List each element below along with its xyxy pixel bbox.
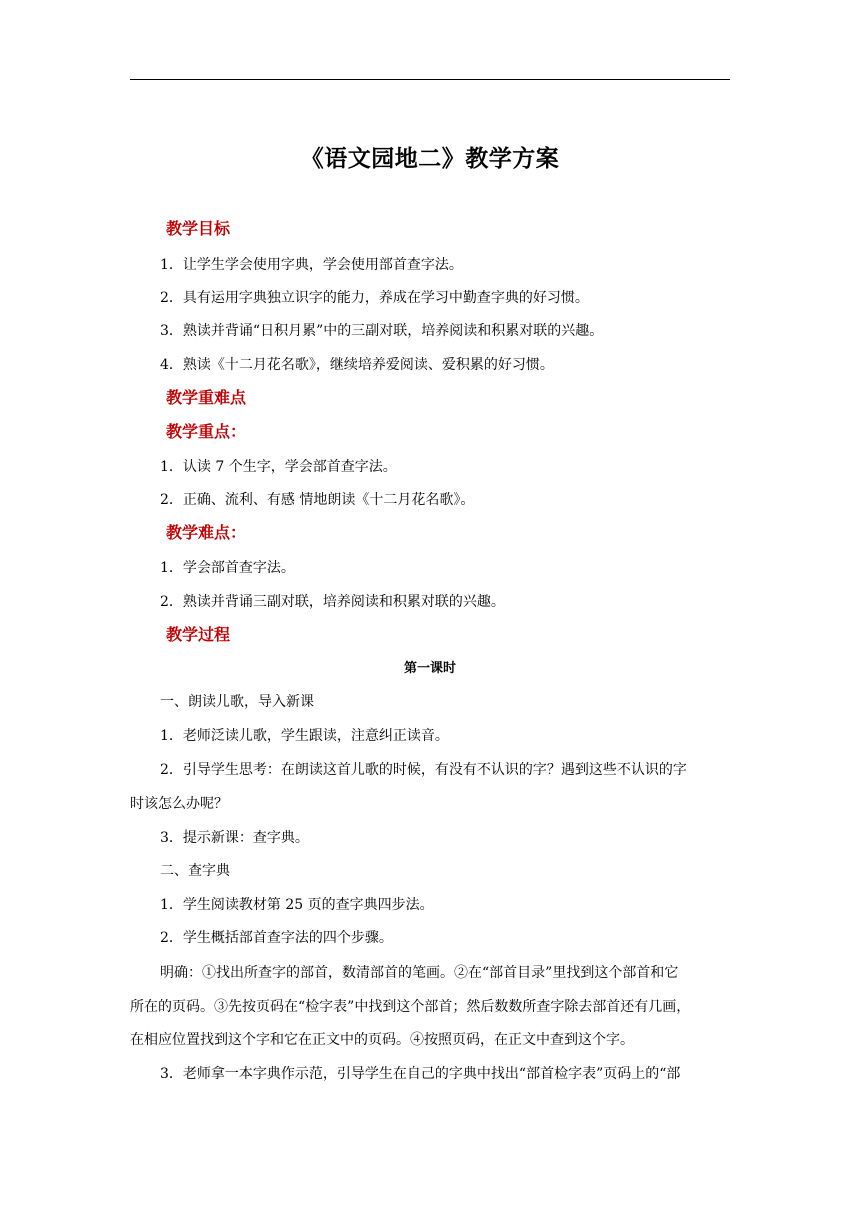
session-label: 第一课时 — [403, 661, 456, 676]
heading-teaching-goals: 教学目标 — [166, 219, 231, 238]
heading-teaching-focus: 教学重点： — [166, 422, 247, 441]
heading-teaching-process: 教学过程 — [166, 625, 231, 644]
document-title: 《语文园地二》教学方案 — [300, 145, 560, 172]
clarify-line-1: 明确：①找出所查字的部首，数清部首的笔画。②在“部首目录”里找到这个部首和它 — [160, 965, 679, 981]
process-part1-step2-line2: 时该怎么办呢？ — [130, 796, 228, 812]
difficulty-item-1: 1．学会部首查字法。 — [160, 560, 295, 576]
process-part2-step2: 2．学生概括部首查字法的四个步骤。 — [160, 930, 393, 946]
goal-item-1: 1．让学生学会使用字典，学会使用部首查字法。 — [160, 257, 463, 273]
focus-item-1: 1．认读 7 个生字，学会部首查字法。 — [160, 459, 397, 475]
heading-key-difficult-points: 教学重难点 — [166, 388, 247, 407]
process-part1-title: 一、朗读儿歌，导入新课 — [160, 694, 314, 710]
goal-item-4: 4．熟读《十二月花名歌》，继续培养爱阅读、爱积累的好习惯。 — [160, 357, 554, 373]
process-part1-step3: 3．提示新课：查字典。 — [160, 830, 309, 846]
process-part1-step2-line1: 2．引导学生思考：在朗读这首儿歌的时候，有没有不认识的字？遇到这些不认识的字 — [160, 762, 687, 778]
difficulty-item-2: 2．熟读并背诵三副对联，培养阅读和积累对联的兴趣。 — [160, 594, 505, 610]
header-rule — [130, 79, 730, 80]
clarify-line-3: 在相应位置找到这个字和它在正文中的页码。④按照页码，在正文中查到这个字。 — [130, 1032, 634, 1048]
clarify-line-2: 所在的页码。③先按页码在“检字表”中找到这个部首；然后数数所查字除去部首还有几画， — [130, 999, 691, 1015]
heading-teaching-difficulty: 教学难点： — [166, 523, 247, 542]
focus-item-2: 2．正确、流利、有感 情地朗读《十二月花名歌》。 — [160, 492, 475, 508]
process-part2-step3: 3．老师拿一本字典作示范，引导学生在自己的字典中找出“部首检字表”页码上的“部 — [160, 1066, 681, 1082]
process-part2-title: 二、查字典 — [160, 863, 230, 879]
goal-item-3: 3．熟读并背诵“日积月累”中的三副对联，培养阅读和积累对联的兴趣。 — [160, 323, 604, 339]
process-part1-step1: 1．老师泛读儿歌，学生跟读，注意纠正读音。 — [160, 728, 449, 744]
goal-item-2: 2．具有运用字典独立识字的能力，养成在学习中勤查字典的好习惯。 — [160, 290, 589, 306]
process-part2-step1: 1．学生阅读教材第 25 页的查字典四步法。 — [160, 897, 434, 913]
